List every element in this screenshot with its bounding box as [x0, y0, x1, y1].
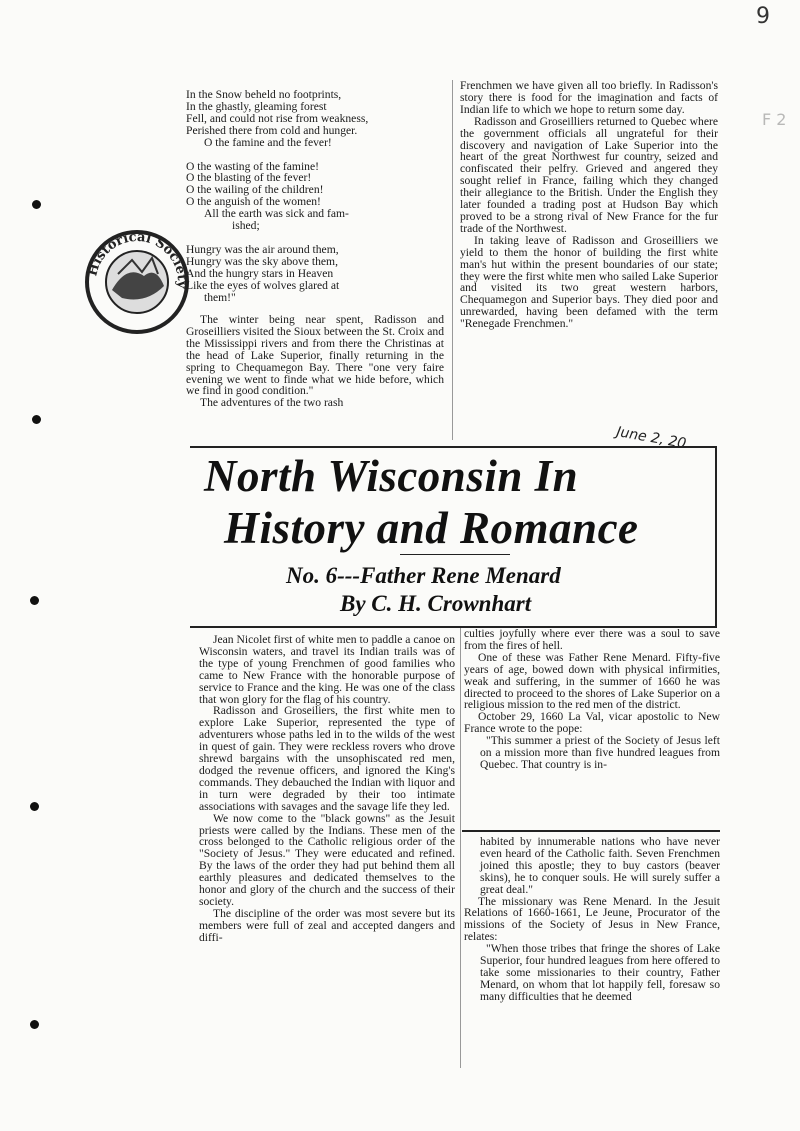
paragraph: Jean Nicolet first of white men to paddle a canoe on Wisconsin waters, and travel its Indian trails was of the type of young Frenchmen of good families who came to New France with the honorable purpose of service to France and the king. He was one of the class that won glory for the flag of his country. [199, 633, 455, 706]
quotation: "When those tribes that fringe the shores of Lake Superior, four hundred leagues from here offered to take some missionaries to their country, Father Menard, on whom that lot happily fell, foresaw so many difficulties that he deemed [480, 942, 720, 1003]
poem-line: Hungry was the air around them, [186, 242, 339, 256]
paragraph: The missionary was Rene Menard. In the Jesuit Relations of 1660-1661, Le Jeune, Procurator of the missions of the Society of Jesus in New France, relates: [464, 894, 720, 944]
binder-hole [30, 1020, 39, 1029]
poem-line: In the ghastly, gleaming forest [186, 99, 327, 113]
article-column-bottom-left [199, 634, 455, 944]
poem-line: O the anguish of the women! [186, 195, 321, 209]
headline-byline: By C. H. Crownhart [340, 591, 532, 616]
paragraph: October 29, 1660 La Val, vicar apostolic to New France wrote to the pope: [464, 710, 720, 736]
paragraph: The discipline of the order was most severe but its members were full of zeal and accepted dangers and diffi- [199, 906, 455, 944]
poem-stanza [186, 161, 444, 232]
poem-line: Perished there from cold and hunger. [186, 123, 358, 137]
poem-line: In the Snow beheld no footprints, [186, 88, 342, 101]
paragraph: We now come to the "black gowns" as the Jesuit priests were called by the Indians. These men of the cross belonged to the Catholic religious order of the "Society of Jesus." They were educated and refined. By the laws of the order they had put behind them all earthly pleasures and dedicated themselves to the honor and glory of the church and the success of their society. [199, 811, 455, 908]
poem-line: O the blasting of the fever! [186, 171, 312, 185]
poem-line: O the wasting of the famine! [186, 159, 319, 173]
poem-line: O the wailing of the children! [186, 183, 324, 197]
poem-stanza [186, 244, 444, 304]
historical-society-seal [82, 228, 192, 336]
paragraph: Frenchmen we have given all too briefly. In Radisson's story there is food for the imagination and facts of Indian life to which we hope to return some day. [460, 79, 718, 116]
poem-line: Hungry was the sky above them, [186, 254, 338, 268]
binder-hole [32, 200, 41, 209]
article-column-bottom-right-continued [464, 836, 720, 1003]
headline-subtitle: No. 6---Father Rene Menard [286, 563, 561, 588]
poem-line: Fell, and could not rise from weakness, [186, 111, 369, 125]
paragraph: culties joyfully where ever there was a soul to save from the fires of hell. [464, 627, 720, 652]
handwritten-date: June 2, 20 [615, 423, 688, 453]
poem-line: All the earth was sick and fam- [204, 207, 349, 221]
headline-line-1: North Wisconsin In [204, 451, 579, 501]
paragraph: Radisson and Groseiliers, the first white men to explore Lake Superior, represented the type of adventurers whose paths led in to the wilds of the west in quest of gain. They were reckless rovers who drove shrewd bargains with the unsophiscated red men, dodged the revenue officers, and ignored the King's commands. They debauched the Indian with liquor and in turn were degraded by their too intimate associations with savages and the savage life they led. [199, 704, 455, 813]
quotation: "This summer a priest of the Society of Jesus left on a mission more than five hundred leagues from Quebec. That country is in- [480, 734, 720, 771]
poem-line: them!" [204, 290, 236, 304]
paragraph: Radisson and Groseilliers returned to Quebec where the government officials all ungrateful for their discovery and navigation of Lake Superior into the heart of the great Northwest fur country, seized and confiscated their pelfry. Grieved and angered they sought relief in France, failing which they changed their allegiance to the British. Under the English they later founded a trading post at Hudson Bay which proved to be a strong rival of New France for the fur trade of the Northwest. [460, 114, 718, 235]
poem [186, 89, 444, 316]
binder-hole [32, 415, 41, 424]
paragraph: In taking leave of Radisson and Groseilliers we yield to them the honor of building the first white man's hut within the present boundaries of our state; they were the first white men who sailed Lake Superior and visited its two great western harbors, Chequamegon and Superior bays. They died poor and unrewarded, having been defamed with the term "Renegade Frenchmen." [460, 233, 718, 331]
poem-line: And the hungry stars in Heaven [186, 266, 334, 280]
headline-line-2: History and Romance [224, 503, 639, 553]
article-column-bottom-right [464, 628, 720, 771]
headline-divider [400, 554, 510, 555]
paragraph: The winter being near spent, Radisson and Groseilliers visited the Sioux between the St. Croix and the Mississippi rivers and from there the Christinas at the head of Lake Superior, finally returning in the spring to Chequamegon Bay. There "one very faire evening we went to finde what we hide before, which we find in good condition." [186, 313, 444, 398]
paragraph: The adventures of the two rash [200, 396, 344, 410]
binder-hole [30, 596, 39, 605]
paragraph: One of these was Father Rene Menard. Fifty-five years of age, bowed down with physical infirmities, weak and suffering, in the summer of 1660 he was directed to proceed to the shores of Lake Superior on a religious mission to the red men of the district. [464, 650, 720, 712]
article-column-top-right [460, 80, 718, 330]
article-column-top-left [186, 314, 444, 409]
poem-stanza [186, 89, 444, 149]
seal-text: Historical Society [85, 229, 190, 289]
poem-line: Like the eyes of wolves glared at [186, 278, 340, 292]
poem-line: ished; [232, 219, 260, 233]
margin-mark: F 2 [762, 110, 787, 129]
quotation: habited by innumerable nations who have never even heard of the Catholic faith. Seven Frenchmen joined this apostle; they to buy castors (beaver skins), he to conquer souls. He will surely suffer a great deal." [480, 835, 720, 896]
binder-hole [30, 802, 39, 811]
poem-line: O the famine and the fever! [204, 135, 332, 149]
column-rule [460, 628, 461, 1068]
page-number: 9 [756, 4, 770, 29]
column-rule [452, 80, 453, 440]
quote-divider [462, 830, 720, 832]
